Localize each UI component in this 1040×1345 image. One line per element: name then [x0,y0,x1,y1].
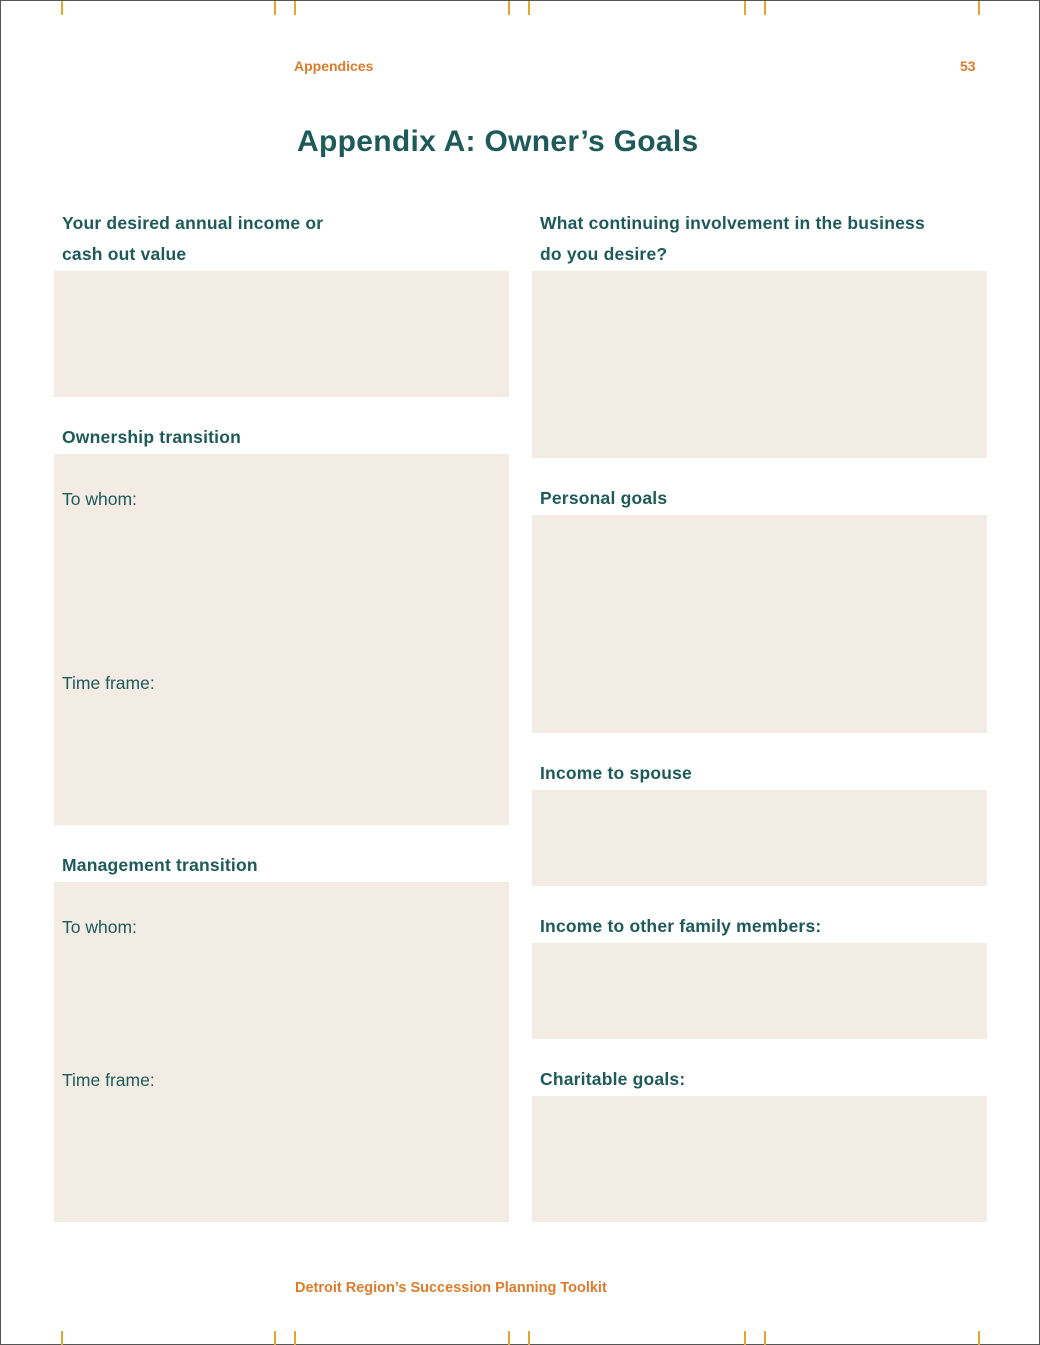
crop-mark [978,1,980,15]
income-field[interactable] [54,271,509,397]
management-to-whom-label: To whom: [62,917,137,937]
crop-mark [294,1331,296,1345]
income-to-family-label: Income to other family members: [540,916,822,936]
crop-mark [744,1331,746,1345]
management-transition-label: Management transition [62,855,258,875]
involvement-label-line: What continuing involvement in the business [540,213,925,233]
crop-mark [508,1,510,15]
crop-mark [274,1331,276,1345]
crop-mark [764,1,766,15]
crop-mark [764,1331,766,1345]
management-transition-field[interactable] [54,882,509,1222]
crop-mark [294,1,296,15]
ownership-transition-label: Ownership transition [62,427,242,447]
personal-goals-field[interactable] [532,515,987,733]
involvement-label [540,208,925,270]
involvement-field[interactable] [532,271,987,458]
charitable-goals-field[interactable] [532,1096,987,1222]
page-number: 53 [960,58,976,74]
income-to-spouse-label: Income to spouse [540,763,692,783]
income-label [62,208,323,270]
crop-mark [978,1331,980,1345]
page-title: Appendix A: Owner’s Goals [297,125,699,158]
crop-mark [61,1331,63,1345]
ownership-to-whom-label: To whom: [62,489,137,509]
crop-mark [274,1,276,15]
charitable-goals-label: Charitable goals: [540,1069,686,1089]
crop-mark [508,1331,510,1345]
crop-mark [528,1,530,15]
management-time-frame-label: Time frame: [62,1070,155,1090]
crop-mark [744,1,746,15]
income-label-line: Your desired annual income or [62,213,324,233]
crop-mark [61,1,63,15]
ownership-time-frame-label: Time frame: [62,673,155,693]
income-label-line: cash out value [62,244,187,264]
running-header-section: Appendices [294,58,374,74]
running-footer: Detroit Region’s Succession Planning Toolkit [295,1280,607,1296]
involvement-label-line: do you desire? [540,244,668,264]
ownership-transition-field[interactable] [54,454,509,825]
personal-goals-label: Personal goals [540,488,668,508]
income-to-family-field[interactable] [532,943,987,1039]
income-to-spouse-field[interactable] [532,790,987,886]
crop-mark [528,1331,530,1345]
